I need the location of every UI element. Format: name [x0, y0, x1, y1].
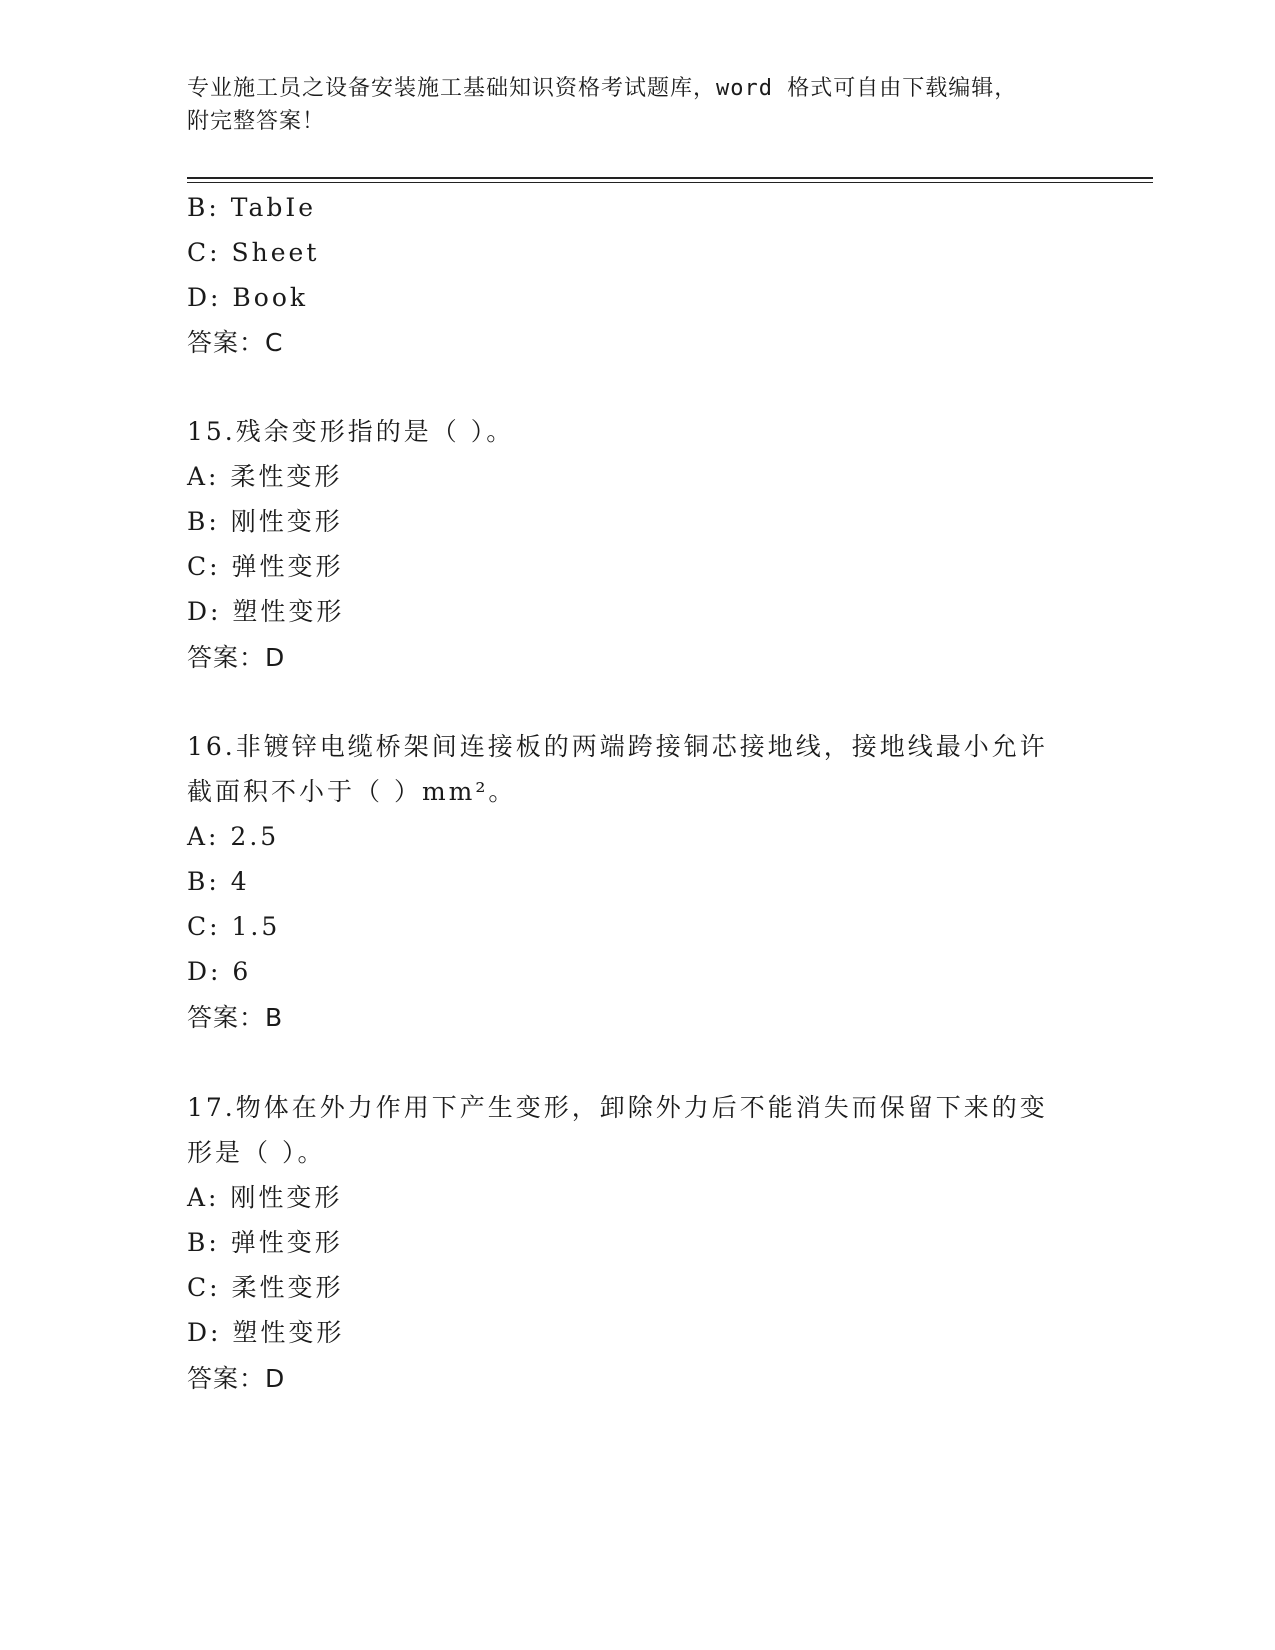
- header-divider-thick: [187, 177, 1153, 179]
- header-line-2: 附完整答案！: [187, 109, 326, 134]
- option-b: B: TabIe: [187, 193, 317, 222]
- option-b: B: 4: [187, 867, 250, 896]
- option-b: B: 刚性变形: [187, 507, 343, 536]
- option-c: C: Sheet: [187, 238, 320, 267]
- answer-line: 答案：D: [187, 1364, 286, 1393]
- question-stem: 17.物体在外力作用下产生变形，卸除外力后不能消失而保留下来的变: [187, 1093, 1048, 1122]
- header-divider-thin: [187, 182, 1153, 183]
- option-c: C: 1.5: [187, 912, 281, 941]
- option-d: D: 塑性变形: [187, 597, 345, 626]
- question-stem: 16.非镀锌电缆桥架间连接板的两端跨接铜芯接地线，接地线最小允许: [187, 732, 1048, 761]
- option-c: C: 柔性变形: [187, 1273, 344, 1302]
- option-d: D: Book: [187, 283, 309, 312]
- option-a: A: 刚性变形: [187, 1183, 343, 1212]
- question-stem-continued: 截面积不小于（ ）mm²。: [187, 777, 517, 806]
- answer-line: 答案：C: [187, 328, 284, 357]
- option-c: C: 弹性变形: [187, 552, 344, 581]
- option-b: B: 弹性变形: [187, 1228, 343, 1257]
- question-stem: 15.残余变形指的是（ ）。: [187, 417, 515, 446]
- answer-line: 答案：D: [187, 643, 286, 672]
- option-a: A: 柔性变形: [187, 462, 343, 491]
- question-stem-continued: 形是（ ）。: [187, 1138, 326, 1167]
- answer-line: 答案：B: [187, 1003, 284, 1032]
- option-d: D: 6: [187, 957, 252, 986]
- document-header: [187, 72, 1067, 138]
- header-line-1: 专业施工员之设备安装施工基础知识资格考试题库，word 格式可自由下载编辑，: [187, 76, 1018, 101]
- option-d: D: 塑性变形: [187, 1318, 345, 1347]
- option-a: A: 2.5: [187, 822, 280, 851]
